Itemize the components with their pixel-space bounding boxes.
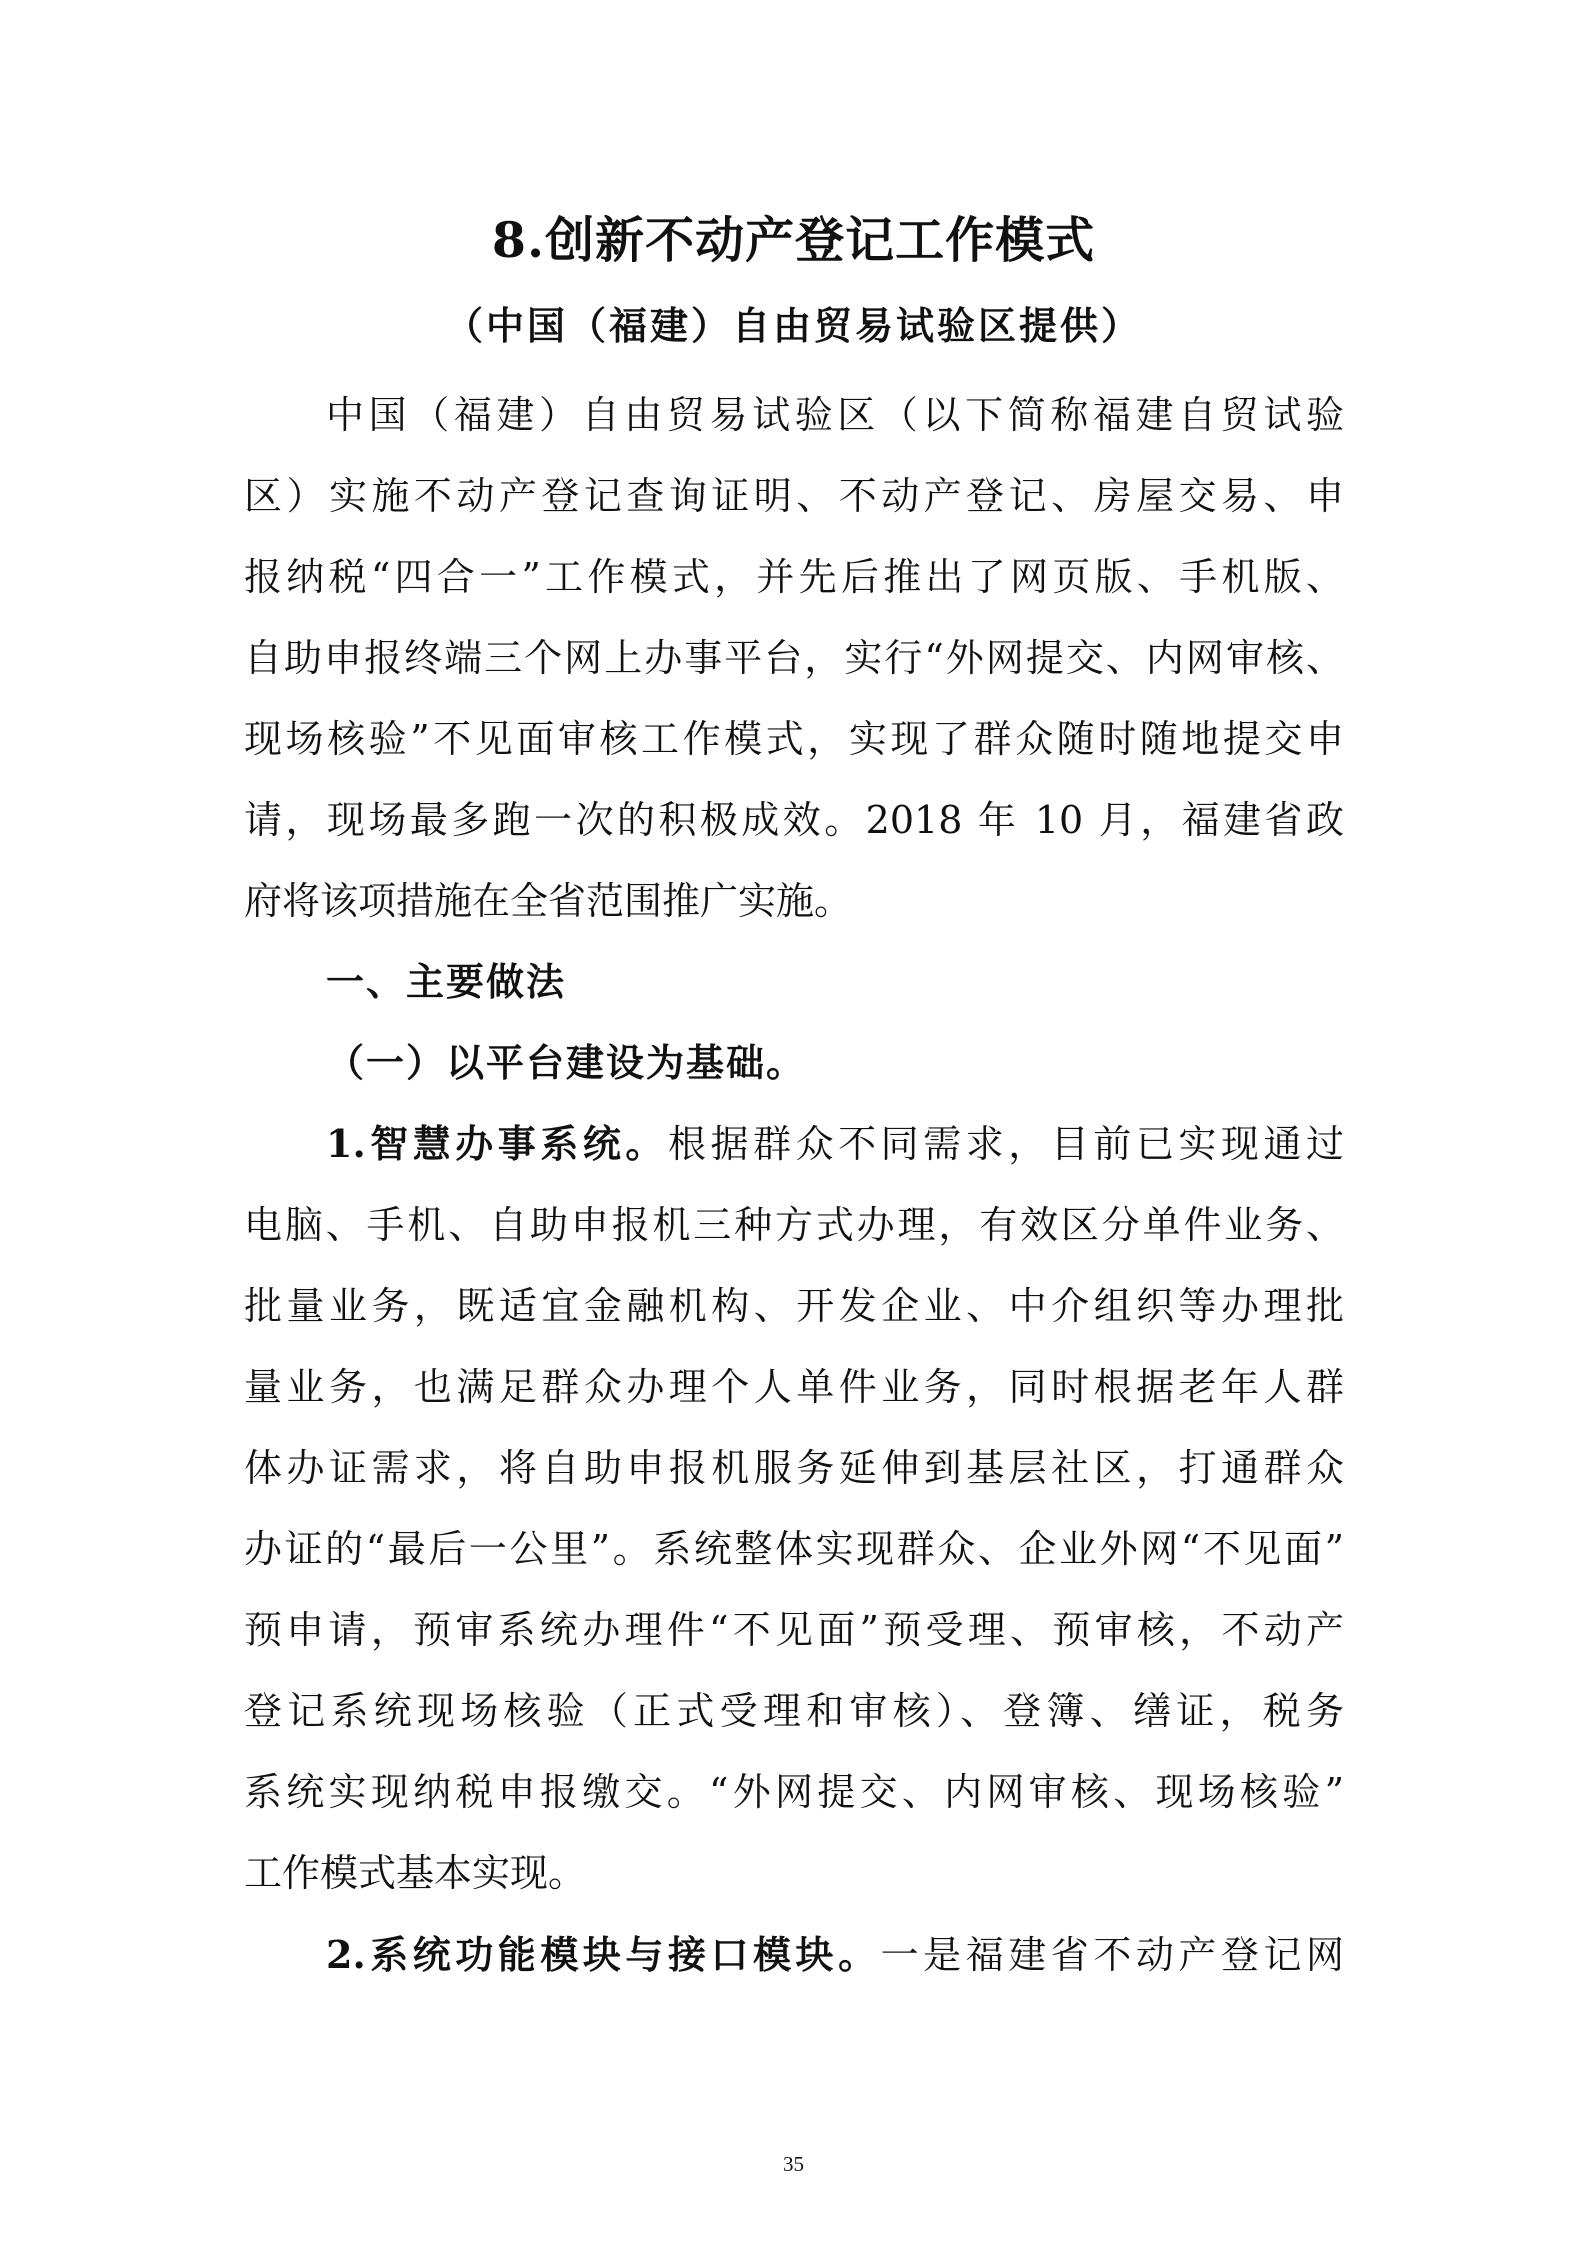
section-heading: 一、主要做法: [326, 959, 567, 1004]
intro-line: 现场核验”不见面审核工作模式，实现了群众随时随地提交申: [244, 717, 1344, 761]
item-1-line: 登记系统现场核验（正式受理和审核）、登簿、缮证，税务: [244, 1689, 1344, 1733]
intro-line: 区）实施不动产登记查询证明、不动产登记、房屋交易、申: [244, 474, 1344, 518]
item-2-label: 2.系统功能模块与接口模块。: [326, 1932, 881, 1977]
item-1-first-line-text: 根据群众不同需求，目前已实现通过: [667, 1122, 1345, 1166]
item-2-first-line-text: 一是福建省不动产登记网: [880, 1933, 1344, 1977]
page-number: 35: [783, 2152, 804, 2176]
page-subtitle: （中国（福建）自由贸易试验区提供）: [444, 303, 1142, 348]
intro-line: 自助申报终端三个网上办事平台，实行“外网提交、内网审核、: [244, 636, 1344, 680]
item-1-line: 体办证需求，将自助申报机服务延伸到基层社区，打通群众: [244, 1446, 1344, 1490]
item-1-line: 批量业务，既适宜金融机构、开发企业、中介组织等办理批: [244, 1284, 1344, 1328]
item-1-line: 预申请，预审系统办理件“不见面”预受理、预审核，不动产: [244, 1608, 1344, 1652]
item-1-line: 工作模式基本实现。: [244, 1851, 587, 1895]
item-2-first-line: [326, 1920, 1344, 1990]
page-title: 8.创新不动产登记工作模式: [491, 211, 1096, 269]
item-1-line: 电脑、手机、自助申报机三种方式办理，有效区分单件业务、: [244, 1203, 1344, 1247]
item-1-first-line: [326, 1109, 1344, 1179]
item-1-line: 量业务，也满足群众办理个人单件业务，同时根据老年人群: [244, 1365, 1344, 1409]
intro-line: 请，现场最多跑一次的积极成效。2018 年 10 月，福建省政: [244, 798, 1344, 842]
item-1-label: 1.智慧办事系统。: [326, 1121, 668, 1166]
intro-line: 中国（福建）自由贸易试验区（以下简称福建自贸试验: [326, 393, 1344, 437]
item-1-line: 办证的“最后一公里”。系统整体实现群众、企业外网“不见面”: [244, 1527, 1344, 1571]
item-1-line: 系统实现纳税申报缴交。“外网提交、内网审核、现场核验”: [244, 1770, 1344, 1814]
intro-line: 报纳税“四合一”工作模式，并先后推出了网页版、手机版、: [244, 555, 1344, 599]
subsection-heading: （一）以平台建设为基础。: [326, 1040, 807, 1085]
intro-line: 府将该项措施在全省范围推广实施。: [244, 879, 853, 923]
